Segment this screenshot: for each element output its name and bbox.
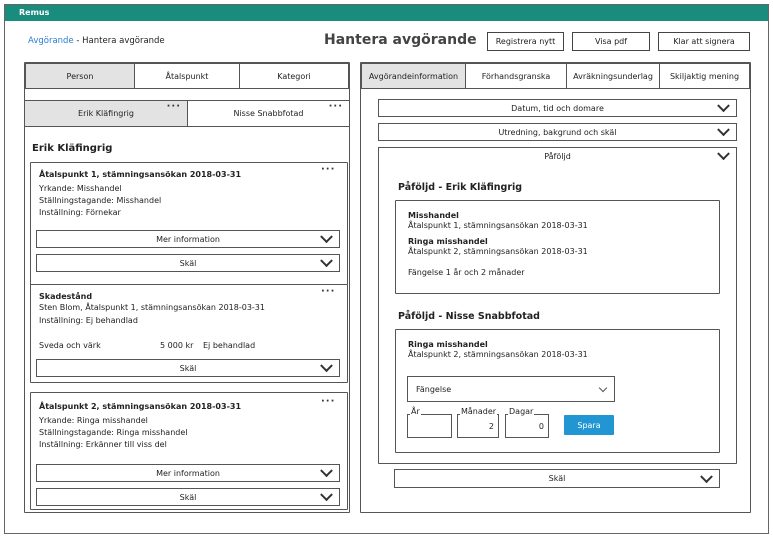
tab-avrakningsunderlag[interactable]: Avräkningsunderlag [566, 63, 660, 89]
card-title: Skadestånd [39, 292, 93, 301]
more-info-accordion[interactable] [36, 464, 340, 482]
breadcrumb-link[interactable]: Avgörande [28, 36, 74, 46]
pafoljd-accordion[interactable] [378, 147, 737, 165]
more-options-icon[interactable]: ··· [321, 286, 336, 297]
offense-title: Misshandel [408, 211, 459, 220]
tab-kategori[interactable]: Kategori [239, 63, 349, 89]
person-tab-nisse-label: Nisse Snabbfotad [233, 109, 304, 118]
person-tab-nisse[interactable] [187, 100, 350, 127]
months-label: Månader [461, 407, 497, 416]
offense-sub: Åtalspunkt 2, stämningsansökan 2018-03-31 [408, 350, 588, 359]
page-title: Hantera avgörande [324, 32, 477, 48]
more-options-icon[interactable]: ··· [166, 101, 181, 112]
days-input[interactable]: 0 [505, 414, 549, 438]
card-line: Inställning: Erkänner till viss del [39, 440, 167, 449]
person-tab-erik-label: Erik Kläfingrig [78, 109, 134, 118]
card-title: Åtalspunkt 2, stämningsansökan 2018-03-31 [39, 402, 242, 411]
chevron-down-icon [717, 147, 730, 160]
sentence-result: Fängelse 1 år och 2 månader [408, 268, 525, 277]
investigation-accordion[interactable] [378, 123, 737, 141]
card-line: Inställning: Ej behandlad [39, 316, 138, 325]
chevron-down-icon [717, 99, 730, 112]
sanction-select[interactable] [407, 376, 615, 402]
days-label: Dagar [509, 407, 534, 416]
tab-skiljaktig-mening[interactable]: Skiljaktig mening [659, 63, 750, 89]
years-label: År [411, 407, 420, 416]
chevron-down-icon [700, 470, 713, 483]
years-input[interactable] [407, 414, 452, 438]
accordion-label: Skäl [179, 258, 197, 268]
chevron-down-icon [599, 384, 607, 392]
chevron-down-icon [320, 464, 333, 477]
offense-title: Ringa misshandel [408, 237, 488, 246]
reasons-accordion[interactable] [36, 254, 340, 272]
accordion-label: Påföljd [544, 151, 571, 161]
date-time-judge-accordion[interactable] [378, 99, 737, 117]
tab-person[interactable]: Person [25, 63, 135, 89]
pafoljd-heading: Påföljd - Nisse Snabbfotad [398, 311, 540, 322]
chevron-down-icon [320, 254, 333, 267]
chevron-down-icon [320, 359, 333, 372]
person-tab-erik[interactable] [24, 100, 188, 127]
breadcrumb-separator: - [76, 36, 80, 46]
accordion-label: Mer information [156, 468, 220, 478]
select-value: Fängelse [416, 384, 452, 394]
reasons-accordion[interactable] [394, 469, 720, 488]
card-line: Inställning: Förnekar [39, 208, 121, 217]
accordion-label: Skäl [179, 363, 197, 373]
months-input[interactable]: 2 [457, 414, 499, 438]
reasons-accordion[interactable] [36, 488, 340, 506]
tab-atalspunkt[interactable]: Åtalspunkt [134, 63, 240, 89]
accordion-label: Utredning, bakgrund och skäl [498, 127, 617, 137]
offense-sub: Åtalspunkt 1, stämningsansökan 2018-03-31 [408, 221, 588, 230]
app-titlebar: Remus [5, 5, 768, 21]
card-line: Yrkande: Misshandel [39, 184, 122, 193]
claim-label: Sveda och värk [39, 341, 101, 350]
claim-amount: 5 000 kr [160, 341, 194, 350]
accordion-label: Datum, tid och domare [511, 103, 604, 113]
person-heading: Erik Kläfingrig [32, 143, 113, 154]
accordion-label: Skäl [179, 492, 197, 502]
ready-to-sign-button[interactable]: Klar att signera [658, 32, 750, 51]
card-line: Sten Blom, Åtalspunkt 1, stämningsansökan 2018-03-31 [39, 303, 265, 312]
breadcrumb [28, 36, 165, 46]
accordion-label: Skäl [548, 474, 566, 483]
more-info-accordion[interactable] [36, 230, 340, 248]
claim-status: Ej behandlad [203, 341, 256, 350]
pafoljd-heading: Påföljd - Erik Kläfingrig [398, 182, 523, 193]
tab-forhandsgranska[interactable]: Förhandsgranska [465, 63, 567, 89]
reasons-accordion[interactable] [36, 359, 340, 377]
chevron-down-icon [320, 488, 333, 501]
chevron-down-icon [717, 123, 730, 136]
card-line: Ställningstagande: Ringa misshandel [39, 428, 188, 437]
more-options-icon[interactable]: ··· [321, 164, 336, 175]
save-button[interactable]: Spara [564, 415, 614, 435]
more-options-icon[interactable]: ··· [328, 101, 343, 112]
register-new-button[interactable]: Registrera nytt [487, 32, 564, 51]
accordion-label: Mer information [156, 234, 220, 244]
chevron-down-icon [320, 230, 333, 243]
show-pdf-button[interactable]: Visa pdf [572, 32, 650, 51]
breadcrumb-current: Hantera avgörande [82, 36, 165, 46]
offense-sub: Åtalspunkt 2, stämningsansökan 2018-03-31 [408, 247, 588, 256]
card-line: Yrkande: Ringa misshandel [39, 416, 148, 425]
offense-title: Ringa misshandel [408, 340, 488, 349]
card-title: Åtalspunkt 1, stämningsansökan 2018-03-31 [39, 170, 242, 179]
tab-avgorandeinformation[interactable]: Avgörandeinformation [361, 63, 466, 89]
more-options-icon[interactable]: ··· [321, 396, 336, 407]
card-line: Ställningstagande: Misshandel [39, 196, 162, 205]
